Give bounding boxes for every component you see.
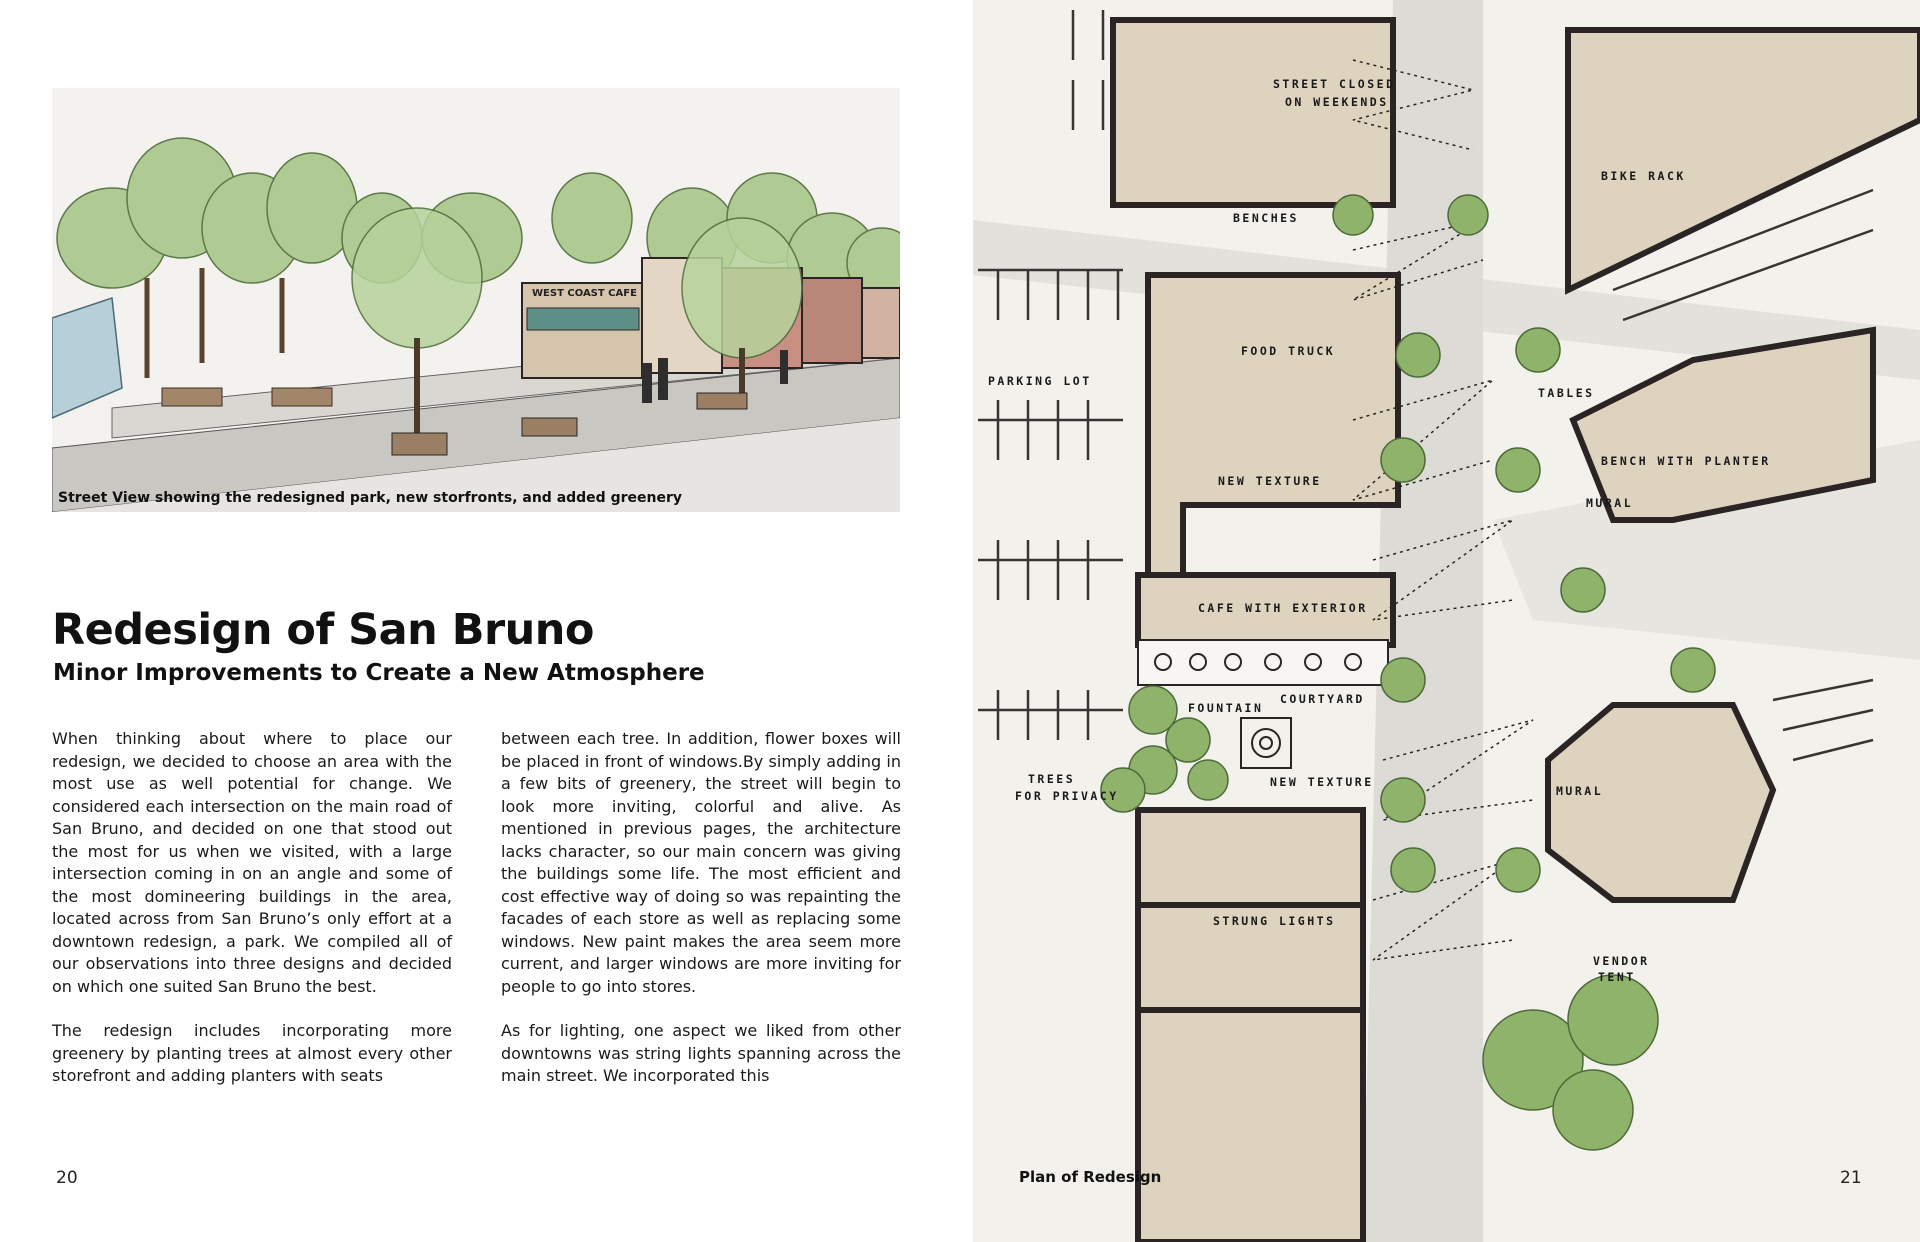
page-title: Redesign of San Bruno bbox=[52, 605, 594, 655]
page-subtitle: Minor Improvements to Create a New Atmosphere bbox=[53, 660, 705, 686]
body-column-1 bbox=[52, 728, 452, 1110]
label-bike-rack: BIKE RACK bbox=[1601, 169, 1686, 183]
label-strung-lights: STRUNG LIGHTS bbox=[1213, 914, 1336, 928]
label-parking-lot: PARKING LOT bbox=[988, 374, 1092, 388]
plan-caption: Plan of Redesign bbox=[1019, 1168, 1162, 1186]
street-view-caption: Street View showing the redesigned park, new storfronts, and added greenery bbox=[58, 490, 682, 506]
body-paragraph: The redesign includes incorporating more greenery by planting trees at almost every other storefront and adding planters with seats bbox=[52, 1021, 452, 1085]
label-tables: TABLES bbox=[1538, 386, 1595, 400]
plan-drawing bbox=[973, 0, 1920, 1242]
plan-sketch bbox=[973, 0, 1920, 1242]
label-mural-2: MURAL bbox=[1556, 784, 1604, 798]
label-benches: BENCHES bbox=[1233, 211, 1299, 225]
label-cafe-with-exterior: CAFE WITH EXTERIOR bbox=[1198, 601, 1368, 615]
label-trees-for-privacy: FOR PRIVACY bbox=[1015, 789, 1119, 803]
storefront-sign: WEST COAST CAFE bbox=[532, 288, 637, 299]
body-paragraph: When thinking about where to place our redesign, we decided to choose an area with the most use as well potential for change. We considered each intersection on the main road of San Bruno, and decided on one that stood out the most for us when we visited, with a large intersection coming in on an angle and some of the most domineering buildings in the area, located across from San Bruno’s only effort at a downtown redesign, a park. We compiled all of our observations into three designs and decided on which one suited San Bruno the best. bbox=[52, 729, 452, 996]
cafe-seating bbox=[1138, 640, 1388, 685]
street-view-drawing bbox=[52, 88, 900, 512]
label-food-truck: FOOD TRUCK bbox=[1241, 344, 1336, 358]
label-street-closed: STREET CLOSED bbox=[1273, 77, 1396, 91]
label-trees: TREES bbox=[1028, 772, 1076, 786]
page-number: 21 bbox=[1840, 1168, 1862, 1188]
label-courtyard: COURTYARD bbox=[1280, 692, 1365, 706]
body-column-2 bbox=[501, 728, 901, 1110]
label-vendor-tent: TENT bbox=[1598, 970, 1636, 984]
page-number: 20 bbox=[56, 1168, 78, 1188]
label-new-texture-1: NEW TEXTURE bbox=[1218, 474, 1322, 488]
label-new-texture-2: NEW TEXTURE bbox=[1270, 775, 1374, 789]
body-paragraph: between each tree. In addition, flower boxes will be placed in front of windows.By simply adding in a few bits of greenery, the street will begin to look more inviting, colorful and alive. As mentioned in previous pages, the architecture lacks character, so our main concern was giving the buildings some life. The most efficient and cost effective way of doing so was repainting the facades of each store as well as replacing some windows. New paint makes the area seem more current, and larger windows are more inviting for people to go into stores. bbox=[501, 729, 901, 996]
label-mural-1: MURAL bbox=[1586, 496, 1634, 510]
street-view-sketch bbox=[52, 88, 900, 512]
label-bench-with-planter: BENCH WITH PLANTER bbox=[1601, 454, 1771, 468]
right-page bbox=[968, 0, 1920, 1242]
label-fountain: FOUNTAIN bbox=[1188, 701, 1264, 715]
label-vendor: VENDOR bbox=[1593, 954, 1650, 968]
label-street-closed-2: ON WEEKENDS bbox=[1285, 95, 1389, 109]
body-paragraph: As for lighting, one aspect we liked from other downtowns was string lights spanning across the main street. We incorporated this bbox=[501, 1021, 901, 1085]
